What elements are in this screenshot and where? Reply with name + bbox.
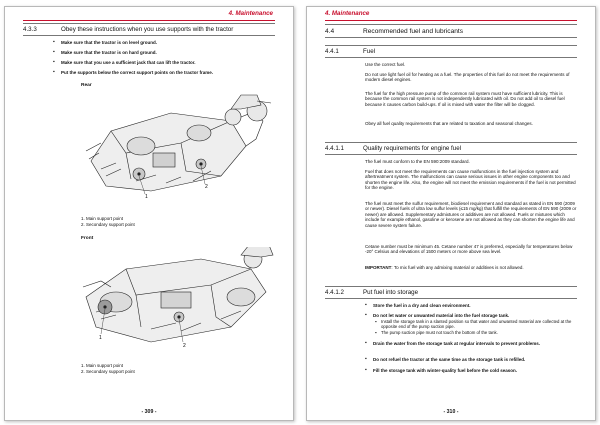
bullet-item: ▪ Make sure that the tractor is on hard ground. <box>61 50 157 55</box>
important-note <box>365 265 577 270</box>
left-page <box>4 6 294 421</box>
important-text: : To mix fuel with any admixing material or additives is not allowed. <box>391 265 524 270</box>
subsection-number: 4.4.1.1 <box>325 145 344 152</box>
sub-bullet-item: ▪ Install the storage tank in a slanted position so that water and unwanted material are collected at the opposite end of the pump suction pipe. <box>381 319 577 329</box>
paragraph: Cetane number must be minimum 45. Cetane number 47 is preferred, especially for temperatures below -20° Celsius and elevations of 1500 meters or more above sea level. <box>365 244 573 255</box>
subsection-title: Quality requirements for engine fuel <box>363 145 462 152</box>
header-divider <box>325 20 577 21</box>
svg-text:1: 1 <box>145 194 148 200</box>
section-title: Obey these instructions when you use supports with the tractor <box>61 26 234 33</box>
subsection-heading <box>325 286 577 299</box>
rear-support-illustration <box>81 91 277 209</box>
figure-caption: 2. Secondary support point <box>81 369 135 374</box>
section-number: 4.4 <box>325 27 335 35</box>
paragraph: Fuel that does not meet the requirements can cause malfunctions in the fuel injection system and aftertreatment system. The malfunctions can cause serious issues in other engine components too and shorten the engine life. Also, the engine will not meet the emission requirements if the fuel is not permitted for the engine. <box>365 169 576 191</box>
front-label: Front <box>81 236 94 241</box>
page-header: 4. Maintenance <box>325 10 370 17</box>
paragraph: The fuel must meet the sulfur requirement, biodiesel requirement and standard as stated in EN 590 (2009 or newer). Diesel fuels of ultra low sulfur levels (≤15 mg/kg) that fulfill the requirements of EN 590 (2009 or newer) are allowed. Supplementary admixtures or additives are not allowed. Fuels or mixtures which include for example ethanol, gasoline or kerosene are not allowed as they can shorten the engine life and cause severe system failure. <box>365 201 577 228</box>
paragraph: Use the correct fuel. <box>365 62 406 67</box>
svg-text:2: 2 <box>205 184 208 190</box>
header-divider <box>23 20 275 21</box>
important-label: IMPORTANT <box>365 265 392 270</box>
svg-text:1: 1 <box>99 335 102 341</box>
section-number: 4.3.3 <box>23 26 37 33</box>
bullet-item: ▪ Fill the storage tank with winter-quality fuel before the cold season. <box>373 368 577 373</box>
bullet-item: ▪ Do not let water or unwanted material into the fuel storage tank. <box>373 313 577 318</box>
figure-caption: 1. Main support point <box>81 363 124 368</box>
paragraph: Obey all fuel quality requirements that are related to taxation and seasonal changes. <box>365 121 533 126</box>
bullet-item: ▪ Store the fuel in a dry and clean environment. <box>373 303 577 308</box>
figure-caption: 2. Secondary support point <box>81 222 135 227</box>
bullet-item: ▪ Do not refuel the tractor at the same time as the storage tank is refilled. <box>373 357 577 362</box>
figure-caption: 1. Main support point <box>81 216 124 221</box>
bullet-item: ▪ Make sure that you use a sufficient jack that can lift the tractor. <box>61 60 196 65</box>
bullet-item: ▪ Make sure that the tractor is on level ground. <box>61 40 157 45</box>
page-header: 4. Maintenance <box>228 10 273 17</box>
subsection-heading <box>325 45 577 58</box>
section-heading <box>325 24 577 38</box>
section-title: Recommended fuel and lubricants <box>363 27 464 35</box>
page-number: - 310 - <box>443 409 459 415</box>
right-page <box>306 6 596 421</box>
sub-bullet-item: ▪ The pump suction pipe must not touch the bottom of the tank. <box>381 330 577 335</box>
front-support-illustration <box>81 247 277 357</box>
subsection-title: Fuel <box>363 48 376 55</box>
bullet-item: ▪ Put the supports below the correct support points on the tractor frame. <box>61 70 213 75</box>
paragraph: Do not use light fuel oil for heating as a fuel. The properties of this fuel do not meet the requirements of modern diesel engines. <box>365 72 570 83</box>
paragraph: The fuel must conform to the EN 590:2009 standard. <box>365 159 470 164</box>
subsection-heading <box>325 142 577 155</box>
paragraph: The fuel for the high pressure pump of the common rail system must have sufficient lubricity. This is because the common rail system is not independently lubricated with oil. Do not add oil to diesel fuel because it causes carbon build-ups. If oil is mixed with water the filter will be clogged. <box>365 91 565 107</box>
rear-label: Rear <box>81 83 92 88</box>
subsection-title: Put fuel into storage <box>363 289 419 296</box>
section-heading <box>23 23 275 36</box>
svg-text:2: 2 <box>183 343 186 349</box>
subsection-number: 4.4.1 <box>325 48 339 55</box>
bullet-item: ▪ Drain the water from the storage tank at regular intervals to prevent problems. <box>373 341 577 346</box>
page-number: - 309 - <box>141 409 157 415</box>
subsection-number: 4.4.1.2 <box>325 289 344 296</box>
